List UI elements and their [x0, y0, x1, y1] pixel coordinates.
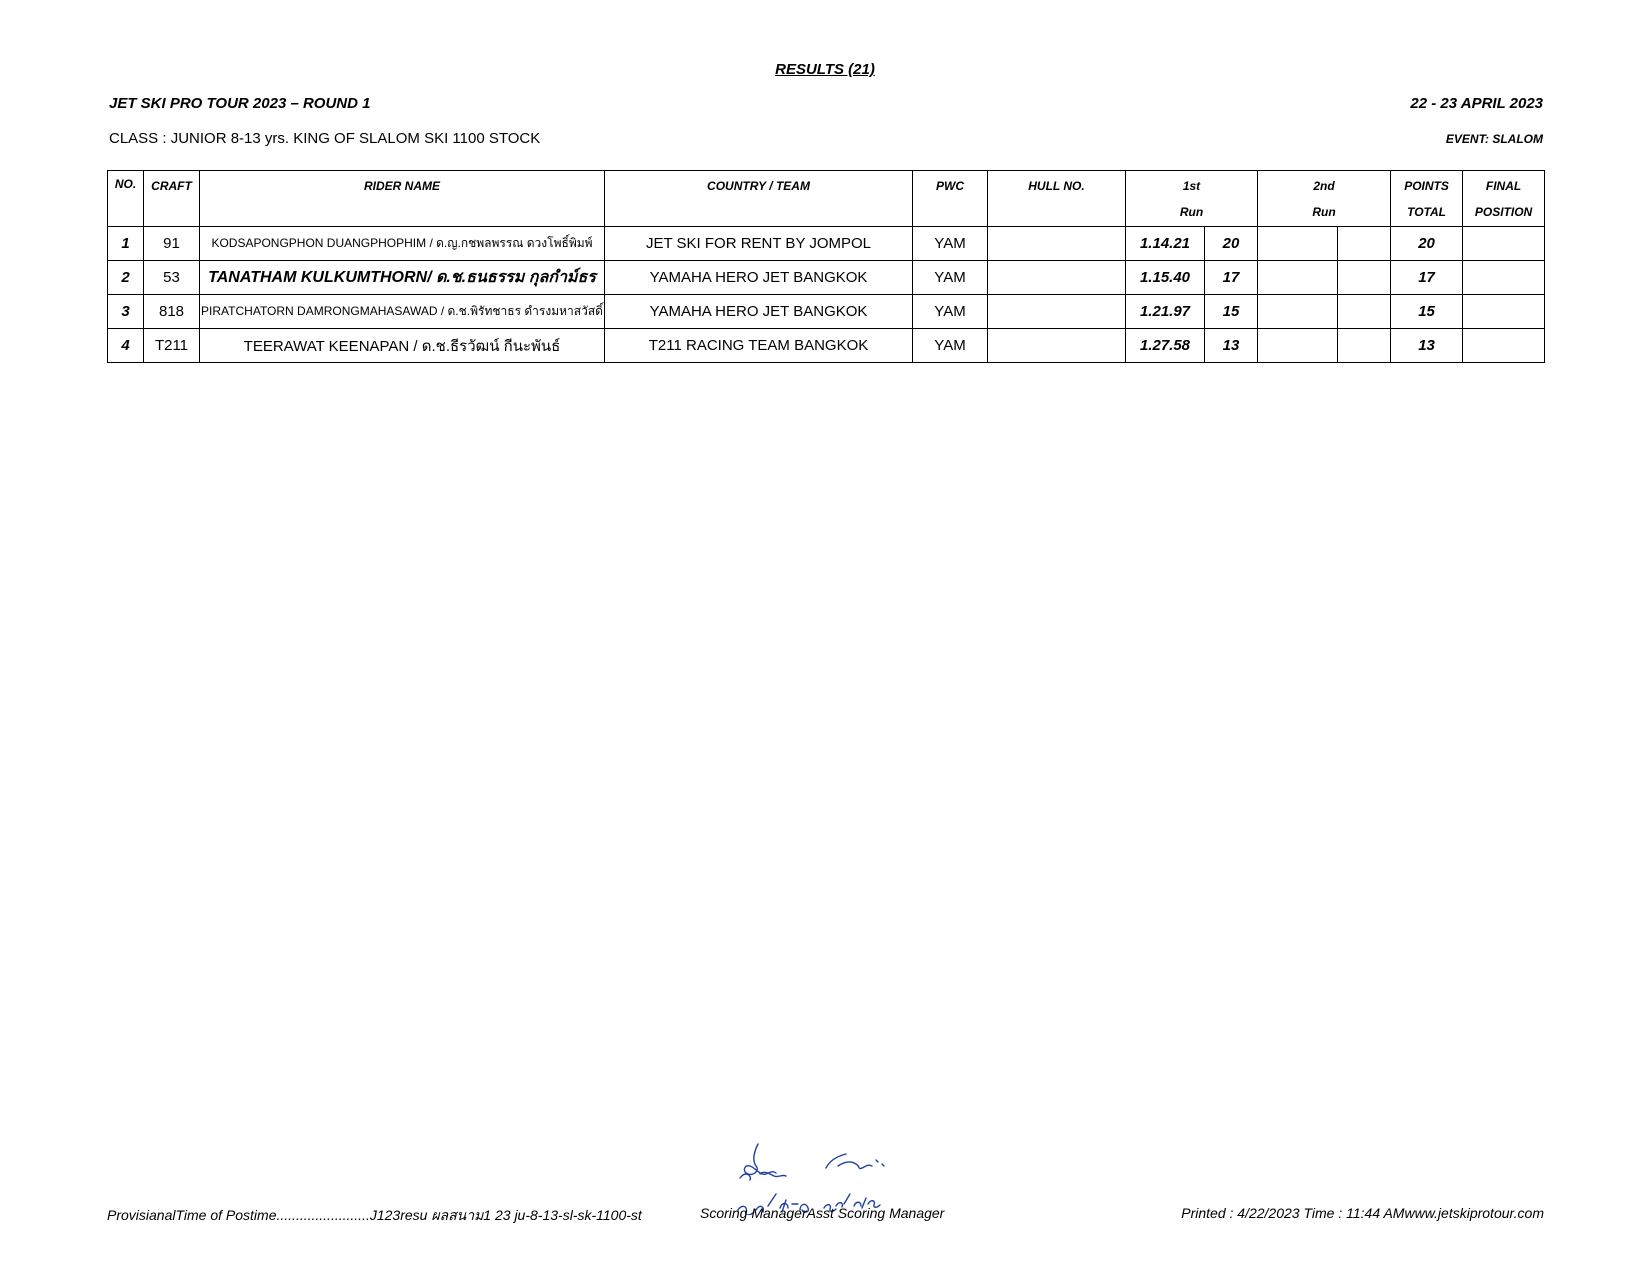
- cell-points-total: 17: [1391, 261, 1463, 295]
- col-header-hull: HULL NO.: [988, 171, 1126, 227]
- class-line: CLASS : JUNIOR 8-13 yrs. KING OF SLALOM SKI 1100 STOCK: [109, 130, 541, 147]
- cell-run1-points: 20: [1205, 227, 1258, 261]
- cell-team: YAMAHA HERO JET BANGKOK: [605, 295, 913, 329]
- cell-hull: [988, 295, 1126, 329]
- cell-team: T211 RACING TEAM BANGKOK: [605, 329, 913, 363]
- cell-pwc: YAM: [913, 329, 988, 363]
- signature-image: [730, 1140, 930, 1215]
- cell-hull: [988, 329, 1126, 363]
- cell-run1-points: 13: [1205, 329, 1258, 363]
- cell-final-position: [1463, 261, 1545, 295]
- col-header-points-total: POINTS TOTAL: [1391, 171, 1463, 227]
- col-header-pwc: PWC: [913, 171, 988, 227]
- footer-printed-info: Printed : 4/22/2023 Time : 11:44 AMwww.jetskiprotour.com: [1181, 1205, 1544, 1221]
- cell-pwc: YAM: [913, 261, 988, 295]
- cell-no: 3: [108, 295, 144, 329]
- footer-provisional-info: ProvisianalTime of Postime........................J123resu ผลสนาม1 23 ju-8-13-sl-sk-1100-st: [107, 1207, 642, 1223]
- cell-run2-time: [1258, 227, 1338, 261]
- col-header-no: NO.: [108, 171, 144, 227]
- cell-run2-time: [1258, 329, 1338, 363]
- cell-craft: T211: [144, 329, 200, 363]
- table-row: [108, 329, 1545, 363]
- table-row: [108, 295, 1545, 329]
- cell-pwc: YAM: [913, 227, 988, 261]
- cell-points-total: 15: [1391, 295, 1463, 329]
- cell-final-position: [1463, 329, 1545, 363]
- cell-run1-time: 1.21.97: [1126, 295, 1205, 329]
- cell-final-position: [1463, 295, 1545, 329]
- col-header-run2: 2nd Run: [1258, 171, 1391, 227]
- cell-points-total: 20: [1391, 227, 1463, 261]
- cell-craft: 91: [144, 227, 200, 261]
- cell-run1-points: 15: [1205, 295, 1258, 329]
- cell-rider: PIRATCHATORN DAMRONGMAHASAWAD / ด.ช.พิรัทชาธร ดำรงมหาสวัสดิ์: [200, 295, 605, 329]
- cell-run1-time: 1.14.21: [1126, 227, 1205, 261]
- cell-run1-points: 17: [1205, 261, 1258, 295]
- col-header-craft: CRAFT: [144, 171, 200, 227]
- cell-run2-points: [1338, 261, 1391, 295]
- table-row: [108, 227, 1545, 261]
- event-type: EVENT: SLALOM: [1445, 132, 1543, 146]
- cell-hull: [988, 227, 1126, 261]
- results-table: [107, 170, 1545, 363]
- cell-run2-points: [1338, 295, 1391, 329]
- cell-points-total: 13: [1391, 329, 1463, 363]
- cell-team: JET SKI FOR RENT BY JOMPOL: [605, 227, 913, 261]
- cell-no: 4: [108, 329, 144, 363]
- col-header-rider: RIDER NAME: [200, 171, 605, 227]
- cell-run2-time: [1258, 261, 1338, 295]
- col-header-run1: 1st Run: [1126, 171, 1258, 227]
- cell-craft: 818: [144, 295, 200, 329]
- cell-pwc: YAM: [913, 295, 988, 329]
- cell-run1-time: 1.15.40: [1126, 261, 1205, 295]
- cell-run2-points: [1338, 227, 1391, 261]
- cell-no: 1: [108, 227, 144, 261]
- col-header-final-position: FINAL POSITION: [1463, 171, 1545, 227]
- header-row: [108, 171, 1545, 227]
- cell-rider: KODSAPONGPHON DUANGPHOPHIM / ด.ญ.กชพลพรรณ ดวงโพธิ์พิมพ์: [200, 227, 605, 261]
- cell-no: 2: [108, 261, 144, 295]
- cell-craft: 53: [144, 261, 200, 295]
- cell-run2-points: [1338, 329, 1391, 363]
- page-title: RESULTS (21): [775, 61, 875, 78]
- cell-hull: [988, 261, 1126, 295]
- event-name: JET SKI PRO TOUR 2023 – ROUND 1: [109, 95, 371, 112]
- cell-final-position: [1463, 227, 1545, 261]
- cell-rider: TEERAWAT KEENAPAN / ด.ช.ธีรวัฒน์ กีนะพันธ์: [200, 329, 605, 363]
- cell-rider: TANATHAM KULKUMTHORN/ ด.ช.ธนธรรม กุลกำม์ธร: [200, 261, 605, 295]
- cell-run1-time: 1.27.58: [1126, 329, 1205, 363]
- col-header-team: COUNTRY / TEAM: [605, 171, 913, 227]
- footer-scoring-manager: Scoring ManagerAsst Scoring Manager: [700, 1205, 945, 1221]
- cell-team: YAMAHA HERO JET BANGKOK: [605, 261, 913, 295]
- event-date: 22 - 23 APRIL 2023: [1410, 95, 1543, 112]
- cell-run2-time: [1258, 295, 1338, 329]
- table-row: [108, 261, 1545, 295]
